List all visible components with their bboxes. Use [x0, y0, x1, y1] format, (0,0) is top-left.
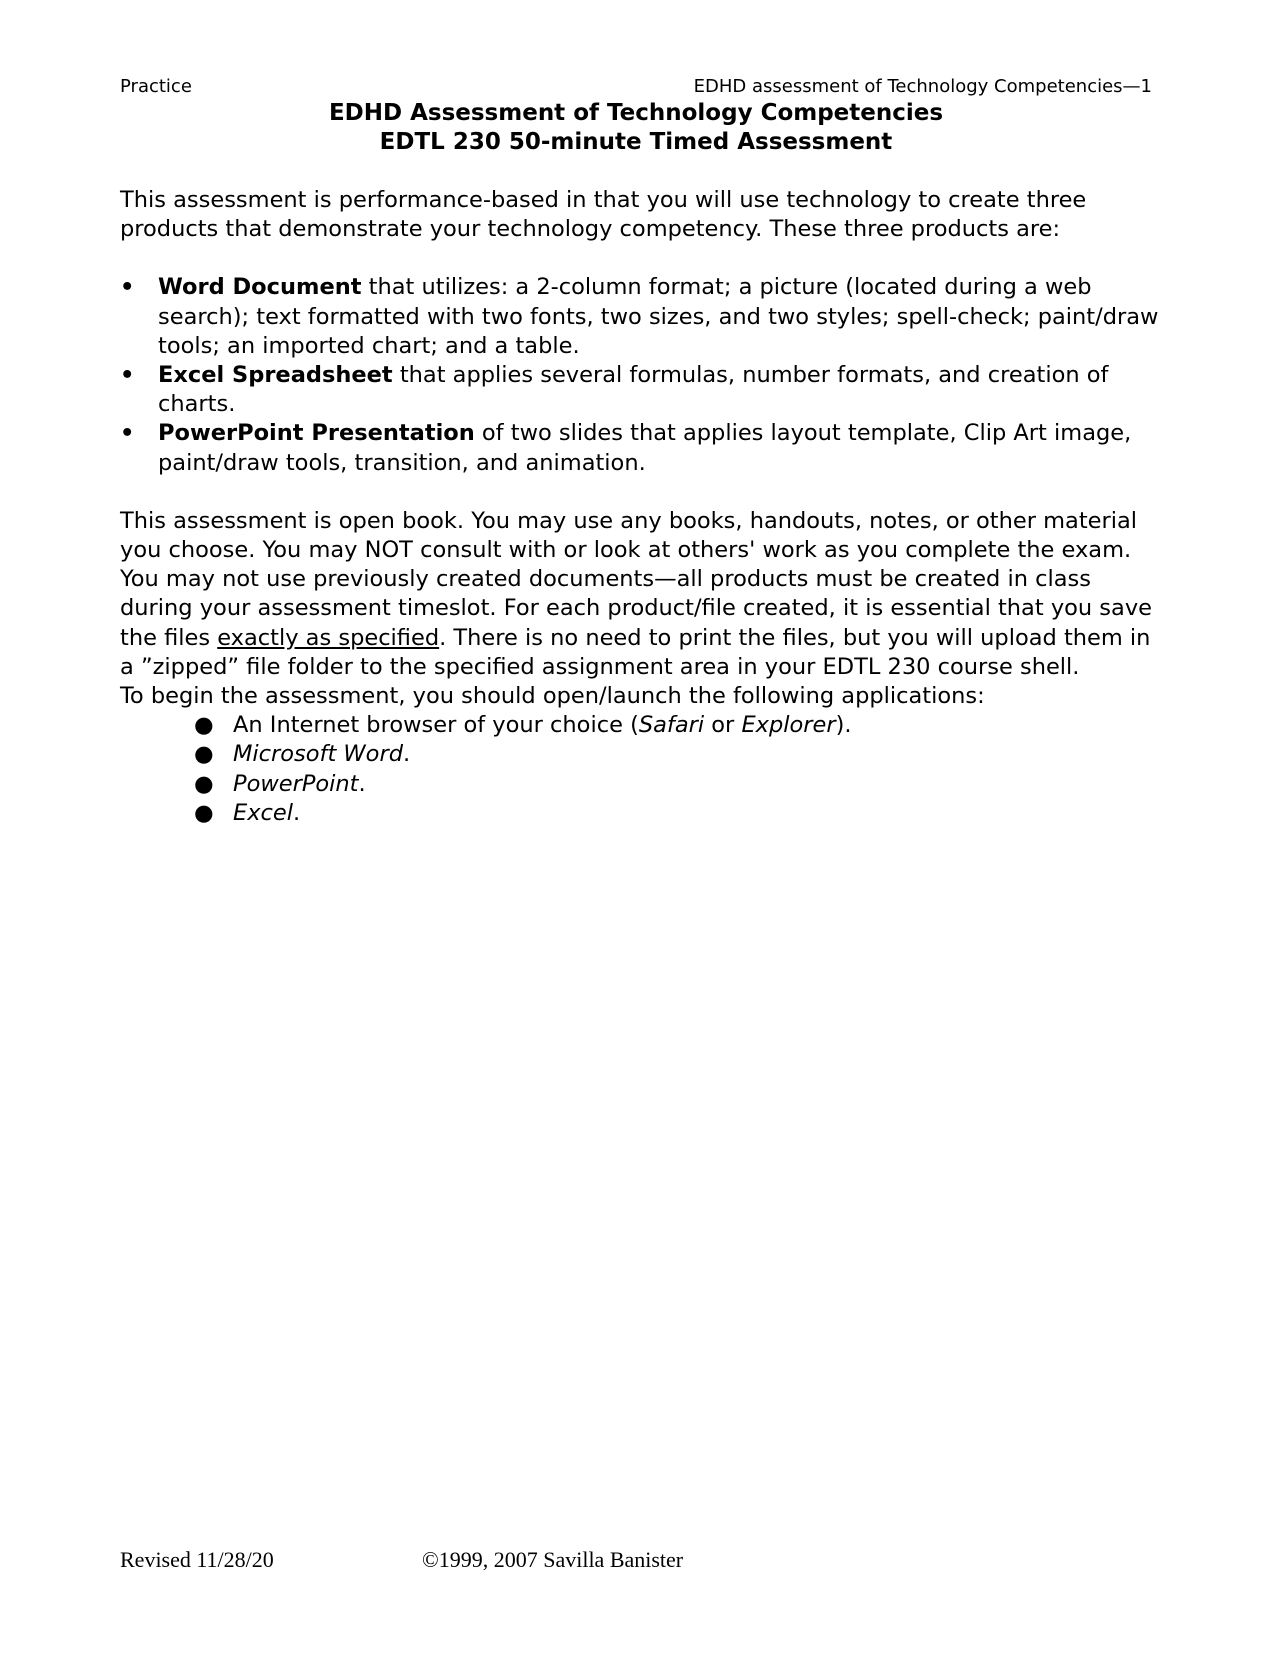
footer-revised: Revised 11/28/20	[120, 1547, 274, 1572]
app-item-powerpoint	[120, 770, 1160, 799]
product-item-excel	[120, 361, 1160, 419]
rules-paragraph	[120, 507, 1160, 682]
app-item-browser	[120, 711, 1160, 740]
period: .	[402, 741, 411, 768]
app-name-word: Microsoft Word	[233, 741, 403, 768]
product-description: of two slides that applies layout template, Clip Art image, paint/draw tools, transition, and animation.	[158, 420, 1132, 476]
product-item-powerpoint	[120, 419, 1160, 477]
intro-paragraph: This assessment is performance-based in that you will use technology to create three products that demonstrate your technology competency. These three products are:	[120, 187, 1087, 243]
app-item-excel	[120, 799, 1160, 828]
product-name: Word Document	[158, 274, 362, 301]
document-title	[120, 99, 1152, 157]
product-description: that applies several formulas, number formats, and creation of charts.	[158, 362, 1109, 418]
bullet-icon: •	[120, 274, 135, 301]
app-name-excel: Excel	[233, 799, 293, 826]
app-item-word	[120, 740, 1160, 769]
header-right-text: EDHD assessment of Technology Competencies—1	[693, 76, 1152, 97]
rules-text-after: . There is no need to print the files, but you will upload them in a ”zipped” file folder to the specified assignment area in your EDTL 230 course shell.	[120, 624, 1151, 680]
title-line-2: EDTL 230 50-minute Timed Assessment	[379, 129, 893, 155]
bullet-icon: •	[120, 420, 135, 447]
period: .	[358, 770, 366, 797]
browser-option-safari: Safari	[638, 712, 705, 739]
browser-prefix: An Internet browser of your choice (	[233, 712, 639, 739]
rules-text-before: This assessment is open book. You may use any books, handouts, notes, or other material you choose. You may NOT consult with or look at others' work as you complete the exam. You may not use previously created documents—all products must be created in class during your assessment timeslot. For each product/file created, it is essential that you save the files	[120, 507, 1152, 651]
browser-option-explorer: Explorer	[741, 712, 836, 739]
header-left-text: Practice	[120, 76, 192, 97]
footer-copyright: ©1999, 2007 Savilla Banister	[422, 1547, 684, 1572]
rules-underlined-text: exactly as specified	[217, 624, 440, 651]
browser-mid: or	[704, 712, 742, 739]
document-body	[120, 186, 1160, 828]
title-line-1: EDHD Assessment of Technology Competencies	[328, 100, 944, 126]
product-description: that utilizes: a 2-column format; a picture (located during a web search); text formatted with two fonts, two sizes, and two styles; spell-check; paint/draw tools; an imported chart; and a table.	[158, 274, 1159, 359]
product-item-word	[120, 273, 1160, 361]
products-list	[120, 273, 1160, 477]
bullet-dot-icon: ●	[194, 799, 214, 826]
product-name: Excel Spreadsheet	[158, 362, 393, 389]
bullet-dot-icon: ●	[194, 741, 214, 768]
browser-suffix: ).	[835, 712, 852, 739]
bullet-icon: •	[120, 362, 135, 389]
product-name: PowerPoint Presentation	[158, 420, 475, 447]
applications-list	[120, 711, 1160, 828]
begin-instructions: To begin the assessment, you should open/launch the following applications:	[120, 683, 985, 710]
period: .	[293, 799, 301, 826]
bullet-dot-icon: ●	[194, 712, 214, 739]
bullet-dot-icon: ●	[194, 770, 214, 797]
app-name-powerpoint: PowerPoint	[233, 770, 359, 797]
